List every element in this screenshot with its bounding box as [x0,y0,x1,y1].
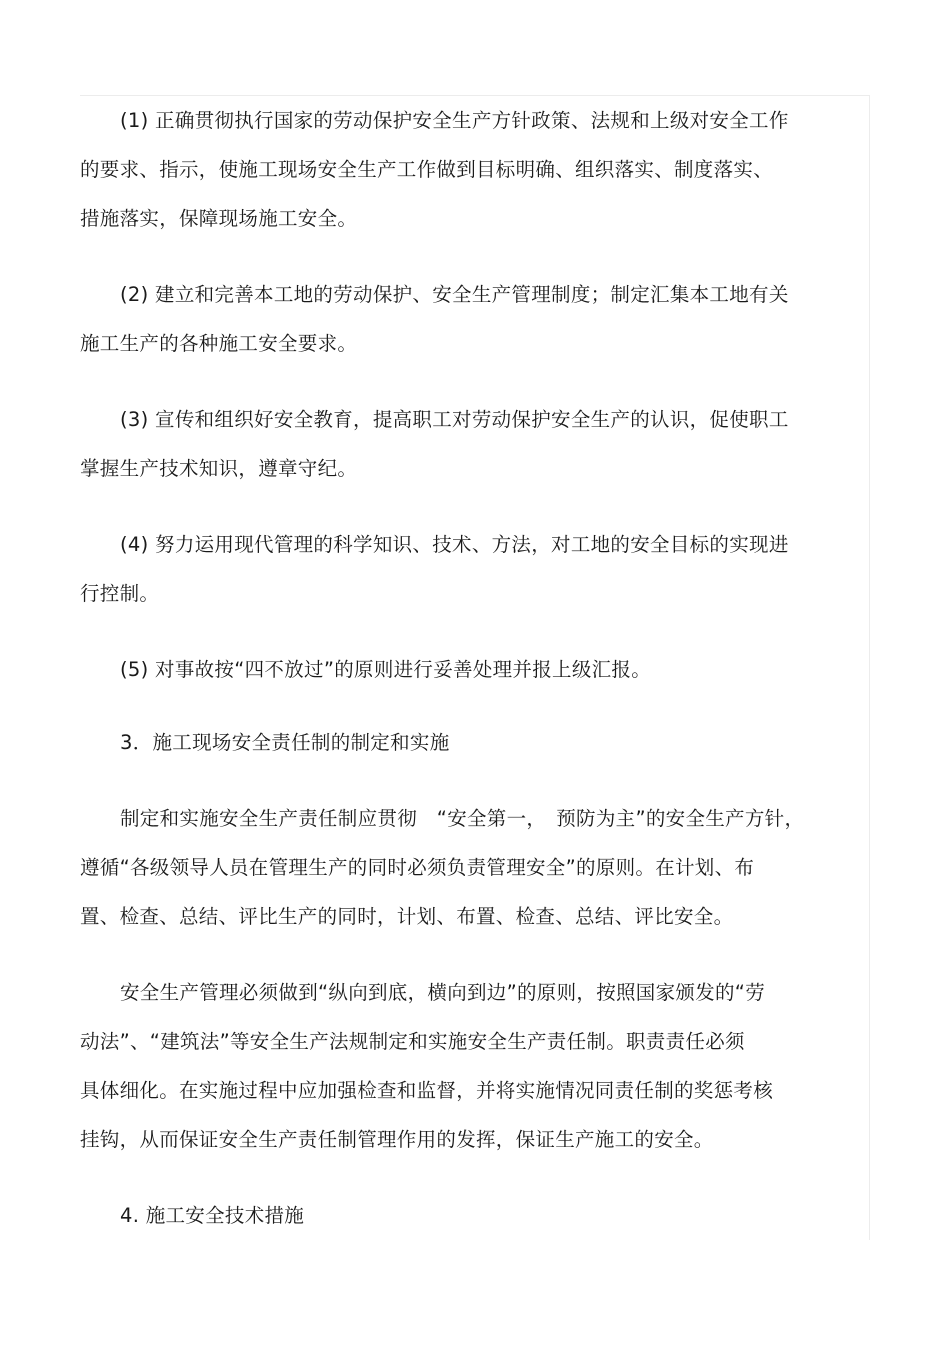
paragraph-item-5 [80,645,840,694]
text-line: (2) 建立和完善本工地的劳动保护、安全生产管理制度；制定汇集本工地有关 [120,283,789,306]
paragraph-spacer [80,618,840,645]
text-line: (1) 正确贯彻执行国家的劳动保护安全生产方针政策、法规和上级对安全工作 [120,109,789,132]
text-line: 挂钩，从而保证安全生产责任制管理作用的发挥，保证生产施工的安全。 [80,1128,714,1151]
paragraph-responsibility [80,794,840,941]
section-heading-3 [80,718,840,767]
paragraph-item-2 [80,270,840,368]
paragraph-spacer [80,493,840,520]
text-line: 掌握生产技术知识，遵章守纪。 [80,457,358,480]
document-body [80,96,840,1240]
text-line: 的要求、指示，使施工现场安全生产工作做到目标明确、组织落实、制度落实、 [80,158,774,181]
paragraph-spacer [80,1164,840,1191]
paragraph-item-1 [80,96,840,243]
text-line: 施工生产的各种施工安全要求。 [80,332,358,355]
text-line: 具体细化。在实施过程中应加强检查和监督，并将实施情况同责任制的奖惩考核 [80,1079,774,1102]
text-line: 遵循“各级领导人员在管理生产的同时必须负责管理安全”的原则。在计划、布 [80,856,755,879]
paragraph-spacer [80,941,840,968]
text-line: (4) 努力运用现代管理的科学知识、技术、方法，对工地的安全目标的实现进 [120,533,789,556]
page-border-right [869,95,870,1240]
heading-text: 3．施工现场安全责任制的制定和实施 [120,731,450,754]
text-line: 置、检查、总结、评比生产的同时，计划、布置、检查、总结、评比安全。 [80,905,734,928]
paragraph-item-3 [80,395,840,493]
text-line: (5) 对事故按“四不放过”的原则进行妥善处理并报上级汇报。 [120,658,652,681]
paragraph-spacer [80,694,840,718]
text-line: 行控制。 [80,582,160,605]
heading-text: 4. 施工安全技术措施 [120,1204,305,1227]
text-line: 动法”、“建筑法”等安全生产法规制定和实施安全生产责任制。职责责任必须 [80,1030,745,1053]
paragraph-item-4 [80,520,840,618]
text-line: 制定和实施安全生产责任制应贯彻 “安全第一， 预防为主”的安全生产方针， [120,807,805,830]
paragraph-spacer [80,243,840,270]
text-line: (3) 宣传和组织好安全教育，提高职工对劳动保护安全生产的认识，促使职工 [120,408,789,431]
paragraph-spacer [80,767,840,794]
paragraph-management [80,968,840,1164]
section-heading-4 [80,1191,840,1240]
text-line: 安全生产管理必须做到“纵向到底，横向到边”的原则，按照国家颁发的“劳 [120,981,766,1004]
text-line: 措施落实，保障现场施工安全。 [80,207,358,230]
paragraph-spacer [80,368,840,395]
